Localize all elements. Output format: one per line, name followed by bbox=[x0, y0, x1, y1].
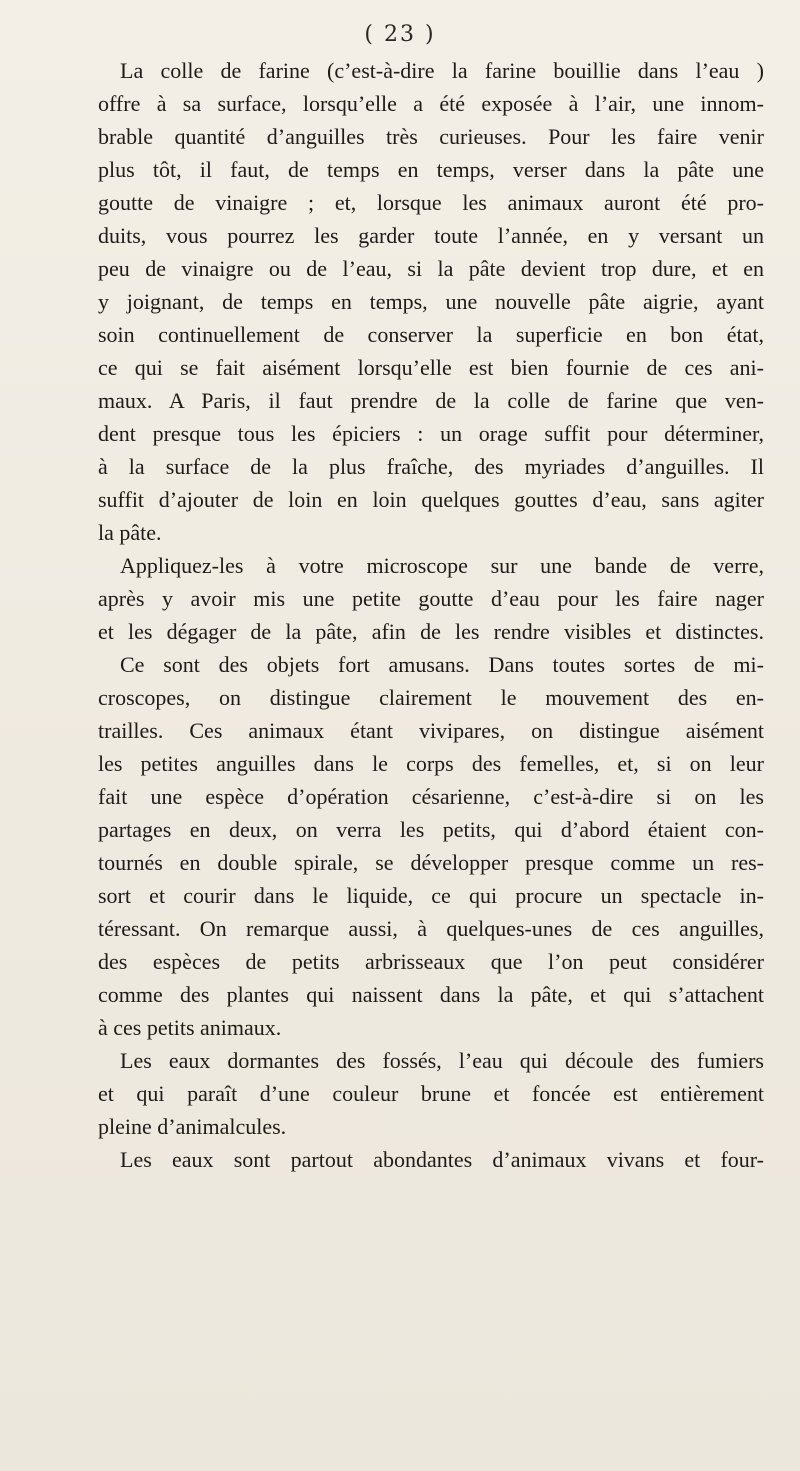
text-line: brable quantité d’anguilles très curieuses. Pour les faire venir bbox=[98, 124, 764, 149]
text-line: pleine d’animalcules. bbox=[98, 1114, 287, 1139]
text-line: Les eaux sont partout abondantes d’animaux vivans et four- bbox=[120, 1147, 764, 1172]
text-line: ce qui se fait aisément lorsqu’elle est bien fournie de ces ani- bbox=[98, 355, 764, 380]
text-line: Ce sont des objets fort amusans. Dans toutes sortes de mi- bbox=[120, 652, 764, 677]
text-line: fait une espèce d’opération césarienne, c’est-à-dire si on les bbox=[98, 784, 764, 809]
text-line: suffit d’ajouter de loin en loin quelques gouttes d’eau, sans agiter bbox=[98, 487, 764, 512]
text-line: et qui paraît d’une couleur brune et foncée est entièrement bbox=[98, 1081, 764, 1106]
text-line: trailles. Ces animaux étant vivipares, on distingue aisément bbox=[98, 718, 764, 743]
text-line: maux. A Paris, il faut prendre de la colle de farine que ven- bbox=[98, 388, 764, 413]
text-line: duits, vous pourrez les garder toute l’année, en y versant un bbox=[98, 223, 764, 248]
text-line: sort et courir dans le liquide, ce qui procure un spectacle in- bbox=[98, 883, 764, 908]
text-line: goutte de vinaigre ; et, lorsque les animaux auront été pro- bbox=[98, 190, 764, 215]
text-line: y joignant, de temps en temps, une nouvelle pâte aigrie, ayant bbox=[98, 289, 764, 314]
text-line: plus tôt, il faut, de temps en temps, verser dans la pâte une bbox=[98, 157, 764, 182]
text-line: comme des plantes qui naissent dans la pâte, et qui s’attachent bbox=[98, 982, 764, 1007]
text-line: La colle de farine (c’est-à-dire la farine bouillie dans l’eau ) bbox=[120, 58, 764, 83]
text-line: des espèces de petits arbrisseaux que l’on peut considérer bbox=[98, 949, 764, 974]
text-line: Les eaux dormantes des fossés, l’eau qui découle des fumiers bbox=[120, 1048, 764, 1073]
text-line: peu de vinaigre ou de l’eau, si la pâte devient trop dure, et en bbox=[98, 256, 764, 281]
text-line: tournés en double spirale, se développer presque comme un res- bbox=[98, 850, 764, 875]
text-line: à la surface de la plus fraîche, des myriades d’anguilles. Il bbox=[98, 454, 764, 479]
body-text bbox=[98, 54, 764, 1176]
text-line: offre à sa surface, lorsqu’elle a été exposée à l’air, une innom- bbox=[98, 91, 764, 116]
text-line: Appliquez-les à votre microscope sur une bande de verre, bbox=[120, 553, 764, 578]
text-line: les petites anguilles dans le corps des femelles, et, si on leur bbox=[98, 751, 764, 776]
text-line: et les dégager de la pâte, afin de les rendre visibles et distinctes. bbox=[98, 619, 764, 644]
text-line: après y avoir mis une petite goutte d’eau pour les faire nager bbox=[98, 586, 764, 611]
text-line: la pâte. bbox=[98, 520, 162, 545]
text-line: partages en deux, on verra les petits, qui d’abord étaient con- bbox=[98, 817, 764, 842]
text-line: croscopes, on distingue clairement le mouvement des en- bbox=[98, 685, 764, 710]
page-number: ( 23 ) bbox=[364, 22, 436, 47]
text-line: dent presque tous les épiciers : un orage suffit pour déterminer, bbox=[98, 421, 764, 446]
text-line: téressant. On remarque aussi, à quelques-unes de ces anguilles, bbox=[98, 916, 764, 941]
text-line: soin continuellement de conserver la superficie en bon état, bbox=[98, 322, 764, 347]
text-line: à ces petits animaux. bbox=[98, 1015, 282, 1040]
